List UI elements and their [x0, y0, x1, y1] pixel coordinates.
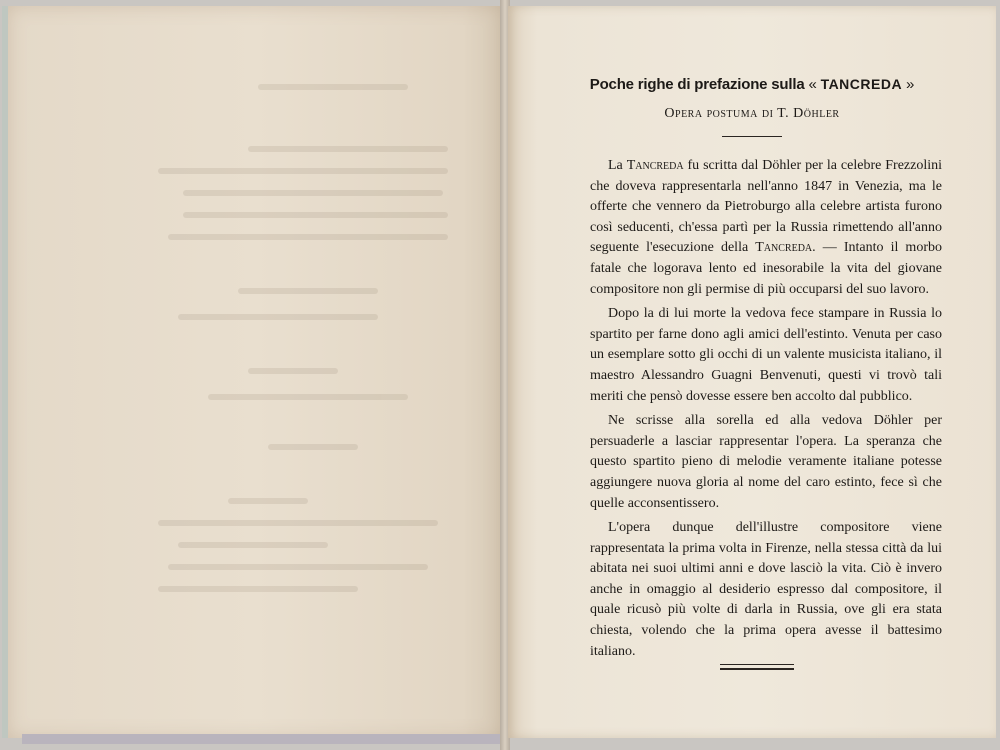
- paragraph-4: L'opera dunque dell'illustre compositore viene rappresentata la prima volta in Firenze, nella stessa città da lui abitata nei suoi ultimi anni e dove lasciò la vita. Ciò è invero anche in omaggio al desiderio espresso dal compositore, il quale ricusò più volte di darla in Russia, ove gli era stata chiesta, volendo che la prima opera avesse il battesimo italiano.: [590, 520, 942, 659]
- paragraph-3: Ne scrisse alla sorella ed alla vedova Döhler per persuaderle a lasciar rappresentar l'opera. La speranza che questo spartito pieno di melodie veramente italiane potesse aggiungere nuova gloria al nome del caro estinto, fece sì che quelle acconsentissero.: [590, 413, 942, 511]
- left-page-edge-bottom: [22, 734, 502, 744]
- right-page: [508, 6, 996, 738]
- left-page: [8, 6, 502, 738]
- paragraph-1: [590, 156, 942, 300]
- preface-body: [590, 156, 942, 666]
- end-divider-bottom: [720, 668, 794, 670]
- paragraph-2: Dopo la di lui morte la vedova fece stampare in Russia lo spartito per farne dono agli amici dell'estinto. Venuta per caso un esemplare sotto gli occhi di un valente musicista italiano, il maestro Alessandro Guagni Benvenuti, questi vi trovò tali meriti che pensò dovesse essere ben accolto dal pubblico.: [590, 306, 942, 404]
- title-work: TANCREDA: [820, 76, 903, 92]
- title-prefix: Poche righe di prefazione sulla: [589, 76, 805, 93]
- paragraph-1-text-b: fu scritta dal Döhler per la celebre Frezzolini che doveva rappresentarla nell'anno 1847 in Venezia, ma le offerte che vennero da Pietroburgo alla celebre artista furono così seducenti, ch'essa partì per la Russia rimettendo all'anno seguente l'esecuzione della: [590, 158, 943, 256]
- paragraph-1-text-a: La: [608, 158, 627, 173]
- title-close-quote: »: [906, 76, 915, 93]
- page-subtitle: Opera postuma di T. Döhler: [664, 106, 840, 121]
- paragraph-1-work-title-2: Tancreda: [755, 240, 813, 256]
- show-through-text: [8, 6, 502, 738]
- end-divider-top: [720, 664, 794, 665]
- paragraph-1-work-title: Tancreda: [626, 158, 684, 173]
- page-title: [508, 76, 996, 93]
- title-open-quote: «: [808, 76, 817, 93]
- title-divider: [722, 136, 782, 137]
- paragraph-1-text-c: . — Intanto il morbo fatale che logorava lento ed inesorabile la vita del giovane compositore non gli permise di più occuparsi del suo lavoro.: [590, 240, 942, 297]
